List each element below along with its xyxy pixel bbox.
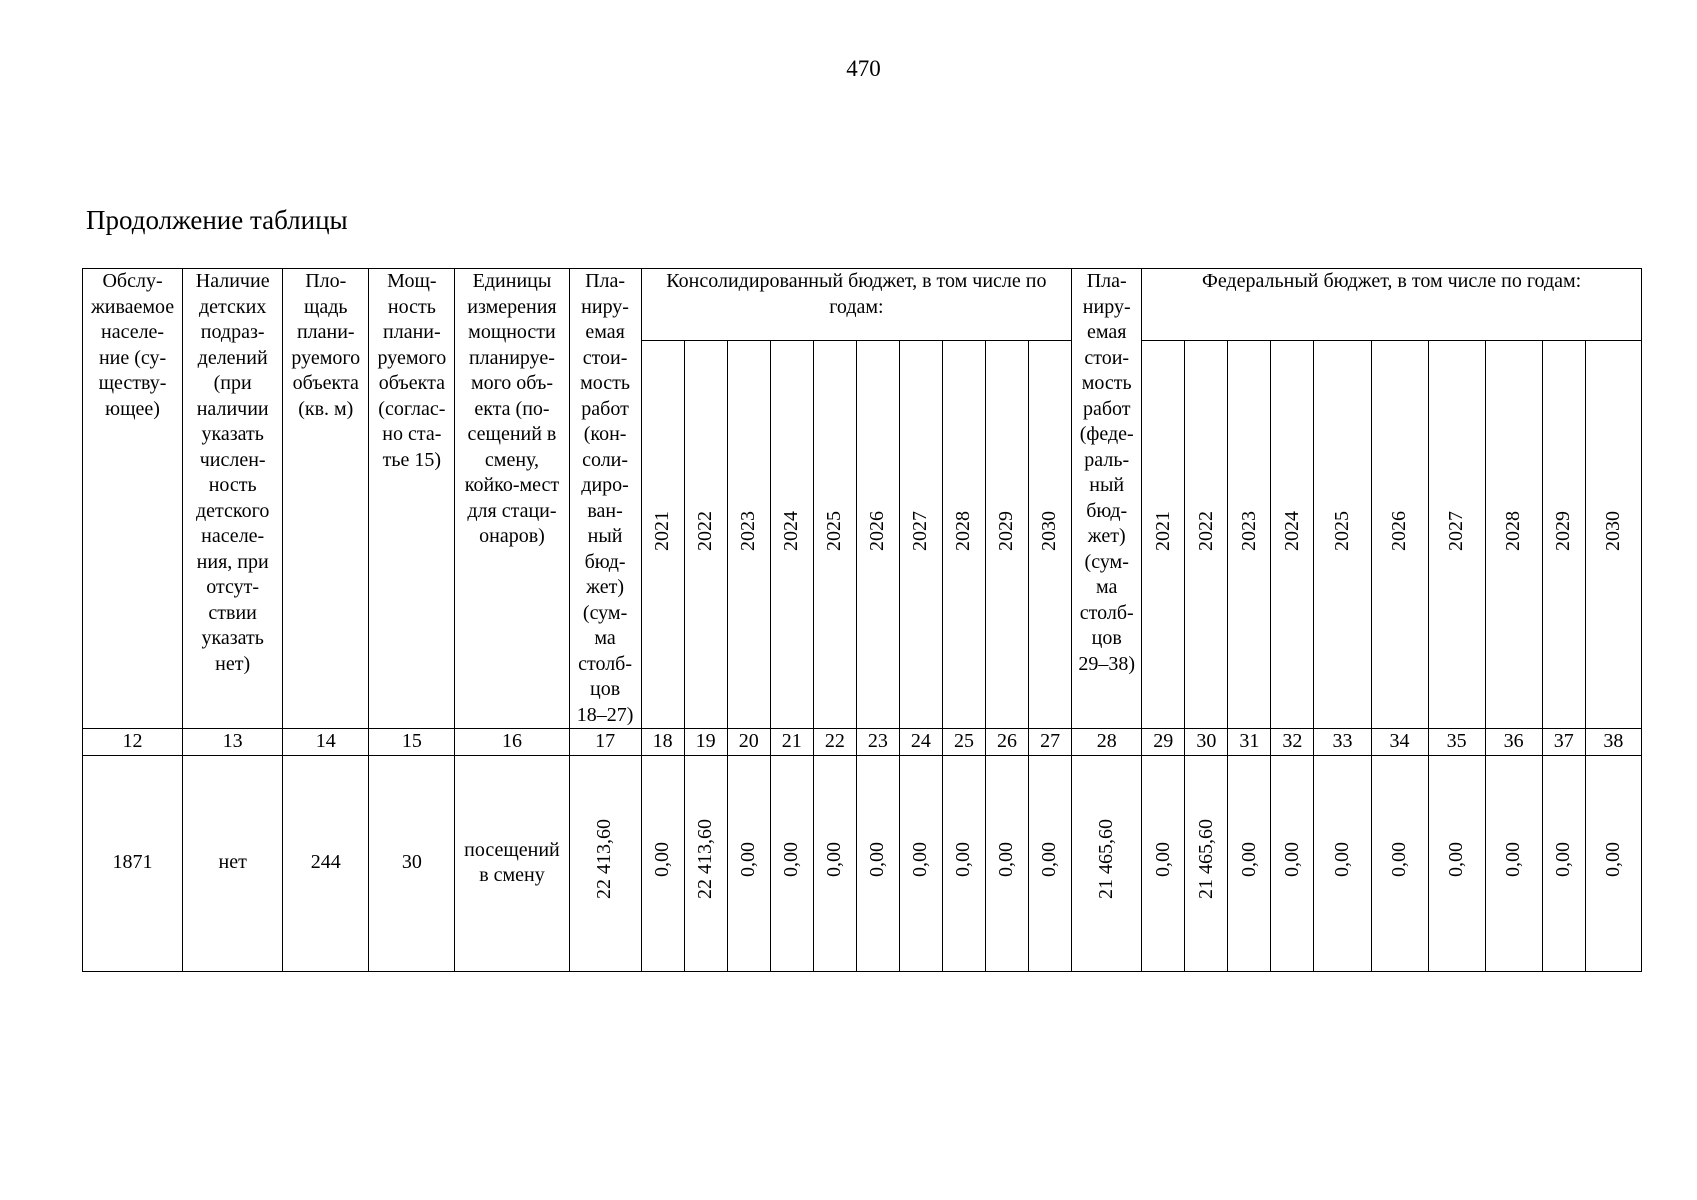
- text-line: бюд-: [1086, 499, 1128, 522]
- cell-consolidated-value: 0,00: [1029, 755, 1072, 971]
- text-line: емая: [585, 321, 625, 343]
- text-line: диро-: [581, 474, 629, 496]
- text-line: наличии: [196, 397, 269, 420]
- cell-federal-value: 0,00: [1485, 755, 1542, 971]
- text-line: ма: [594, 627, 616, 649]
- text-line: объекта: [378, 372, 445, 394]
- text-line: населе-: [101, 321, 165, 343]
- text-line: ный: [1089, 474, 1125, 496]
- text-line: 29–38): [1078, 652, 1136, 675]
- text-line: столб-: [578, 652, 633, 675]
- column-number: 24: [899, 729, 942, 756]
- federal-year-header: 2030: [1585, 341, 1641, 729]
- header-population: [83, 269, 183, 729]
- federal-year-header: 2022: [1185, 341, 1228, 729]
- column-number: 35: [1428, 729, 1485, 756]
- header-federal-group: Федеральный бюджет, в том числе по годам:: [1142, 269, 1642, 341]
- header-capacity: [369, 269, 455, 729]
- table-row: [83, 755, 1642, 971]
- text-line: Пло-: [305, 270, 347, 292]
- text-line: работ: [581, 397, 629, 420]
- consolidated-year-header: 2023: [727, 341, 770, 729]
- text-line: жет): [1087, 525, 1126, 547]
- text-line: Единицы: [472, 270, 552, 292]
- header-planned-federal: [1072, 269, 1142, 729]
- column-number: 19: [684, 729, 727, 756]
- text-line: жет): [586, 576, 624, 598]
- cell-federal-value: 21 465,60: [1185, 755, 1228, 971]
- column-number: 29: [1142, 729, 1185, 756]
- column-number: 28: [1072, 729, 1142, 756]
- consolidated-year-header: 2022: [684, 341, 727, 729]
- column-number: 23: [856, 729, 899, 756]
- cell-consolidated-value: 0,00: [813, 755, 856, 971]
- column-number: 14: [283, 729, 369, 756]
- column-number: 37: [1542, 729, 1585, 756]
- cell-federal-value: 0,00: [1371, 755, 1428, 971]
- cell-federal-value: 0,00: [1228, 755, 1271, 971]
- column-number: 15: [369, 729, 455, 756]
- column-number: 13: [183, 729, 283, 756]
- text-line: бюд-: [584, 550, 626, 573]
- text-line: ность: [208, 474, 257, 496]
- text-line: 18–27): [576, 703, 634, 726]
- cell-federal-value: 0,00: [1428, 755, 1485, 971]
- text-line: цов: [589, 678, 621, 700]
- text-line: ствии: [208, 601, 257, 624]
- column-number: 26: [985, 729, 1028, 756]
- text-line: ность: [387, 295, 436, 318]
- text-line: Наличие: [195, 270, 270, 292]
- column-number: 22: [813, 729, 856, 756]
- cell-area: 244: [283, 755, 369, 971]
- text-line: измерения: [467, 295, 557, 318]
- cell-consolidated-value: 0,00: [899, 755, 942, 971]
- text-line: емая: [1086, 321, 1127, 343]
- federal-year-header: 2028: [1485, 341, 1542, 729]
- column-number: 33: [1314, 729, 1371, 756]
- text-line: ществу-: [98, 372, 167, 394]
- federal-year-header: 2027: [1428, 341, 1485, 729]
- text-line: соли-: [582, 448, 629, 471]
- consolidated-year-header: 2029: [985, 341, 1028, 729]
- text-line: Пла-: [585, 270, 626, 292]
- header-children: [183, 269, 283, 729]
- text-line: посещений: [464, 838, 560, 861]
- text-line: (соглас-: [378, 397, 446, 420]
- column-number: 18: [641, 729, 684, 756]
- cell-consolidated-value: 0,00: [942, 755, 985, 971]
- federal-year-header: 2025: [1314, 341, 1371, 729]
- column-number: 31: [1228, 729, 1271, 756]
- header-area: [283, 269, 369, 729]
- text-line: Мощ-: [387, 270, 437, 292]
- text-line: детских: [198, 295, 267, 318]
- cell-federal-value: 0,00: [1542, 755, 1585, 971]
- text-line: мого объ-: [470, 372, 553, 394]
- text-line: Обслу-: [102, 270, 163, 292]
- cell-population: 1871: [83, 755, 183, 971]
- column-number: 21: [770, 729, 813, 756]
- cell-consolidated-value: 0,00: [985, 755, 1028, 971]
- text-line: Пла-: [1086, 270, 1127, 292]
- text-line: раль-: [1084, 448, 1130, 471]
- cell-capacity: 30: [369, 755, 455, 971]
- consolidated-year-header: 2024: [770, 341, 813, 729]
- text-line: числен-: [199, 448, 266, 471]
- consolidated-year-header: 2026: [856, 341, 899, 729]
- cell-consolidated-value: 0,00: [727, 755, 770, 971]
- text-line: указать: [201, 627, 264, 649]
- consolidated-year-header: 2021: [641, 341, 684, 729]
- text-line: указать: [201, 423, 264, 445]
- text-line: стои-: [1084, 346, 1130, 369]
- text-line: ния, при: [196, 550, 269, 573]
- header-consolidated-group: Консолидированный бюджет, в том числе по годам:: [641, 269, 1072, 341]
- text-line: столб-: [1079, 601, 1134, 624]
- cell-planned-federal: 21 465,60: [1072, 755, 1142, 971]
- text-line: ниру-: [1082, 295, 1131, 318]
- text-line: койко-мест: [464, 474, 560, 496]
- text-line: смену,: [484, 448, 540, 471]
- text-line: стои-: [582, 346, 628, 369]
- cell-consolidated-value: 0,00: [641, 755, 684, 971]
- column-number: 32: [1271, 729, 1314, 756]
- text-line: нет): [215, 652, 251, 675]
- consolidated-year-header: 2025: [813, 341, 856, 729]
- text-line: мость: [580, 372, 631, 394]
- text-line: сещений в: [467, 423, 557, 445]
- text-line: детского: [196, 499, 270, 522]
- text-line: для стаци-: [467, 499, 557, 522]
- header-units: [455, 269, 569, 729]
- text-line: плани-: [296, 321, 355, 343]
- text-line: тье 15): [382, 448, 442, 471]
- column-number-row: [83, 729, 1642, 756]
- text-line: екта (по-: [474, 397, 550, 420]
- cell-consolidated-value: 22 413,60: [684, 755, 727, 971]
- text-line: работ: [1082, 397, 1131, 420]
- column-number: 17: [569, 729, 641, 756]
- text-line: объекта: [292, 372, 359, 394]
- federal-year-header: 2024: [1271, 341, 1314, 729]
- cell-federal-value: 0,00: [1142, 755, 1185, 971]
- cell-children: нет: [183, 755, 283, 971]
- text-line: (феде-: [1079, 423, 1134, 445]
- column-number: 34: [1371, 729, 1428, 756]
- text-line: руемого: [291, 346, 361, 369]
- text-line: подраз-: [200, 321, 265, 343]
- text-line: ниру-: [581, 295, 629, 318]
- text-line: живаемое: [90, 295, 175, 318]
- table-caption: Продолжение таблицы: [86, 205, 348, 235]
- text-line: (кон-: [583, 423, 627, 445]
- cell-consolidated-value: 0,00: [770, 755, 813, 971]
- column-number: 12: [83, 729, 183, 756]
- column-number: 36: [1485, 729, 1542, 756]
- consolidated-year-header: 2027: [899, 341, 942, 729]
- text-line: (сум-: [1084, 550, 1129, 573]
- column-number: 16: [455, 729, 569, 756]
- text-line: в смену: [479, 864, 545, 886]
- text-line: ние (су-: [98, 346, 167, 369]
- text-line: цов: [1091, 627, 1122, 649]
- column-number: 30: [1185, 729, 1228, 756]
- cell-consolidated-value: 0,00: [856, 755, 899, 971]
- text-line: делений: [197, 346, 268, 369]
- column-number: 27: [1029, 729, 1072, 756]
- text-line: щадь: [303, 295, 348, 318]
- cell-federal-value: 0,00: [1271, 755, 1314, 971]
- cell-planned-consolidated: 22 413,60: [569, 755, 641, 971]
- federal-year-header: 2021: [1142, 341, 1185, 729]
- cell-units: [455, 755, 569, 971]
- text-line: руемого: [377, 346, 447, 369]
- text-line: планируе-: [468, 346, 555, 369]
- cell-federal-value: 0,00: [1314, 755, 1371, 971]
- text-line: ма: [1096, 576, 1118, 598]
- federal-year-header: 2026: [1371, 341, 1428, 729]
- column-number: 38: [1585, 729, 1641, 756]
- text-line: плани-: [383, 321, 441, 343]
- consolidated-year-header: 2030: [1029, 341, 1072, 729]
- header-planned-consolidated: [569, 269, 641, 729]
- text-line: (сум-: [582, 601, 628, 624]
- cell-federal-value: 0,00: [1585, 755, 1641, 971]
- text-line: ван-: [587, 499, 623, 522]
- text-line: мощности: [468, 321, 556, 343]
- column-number: 25: [942, 729, 985, 756]
- column-number: 20: [727, 729, 770, 756]
- text-line: (при: [213, 372, 252, 394]
- federal-year-header: 2023: [1228, 341, 1271, 729]
- text-line: мость: [1081, 372, 1132, 394]
- text-line: ный: [587, 525, 623, 547]
- text-line: отсут-: [206, 576, 260, 598]
- header-row-group: [83, 269, 1642, 341]
- text-line: онаров): [479, 525, 545, 547]
- page-number: 470: [846, 56, 881, 81]
- budget-table: [82, 268, 1642, 972]
- federal-year-header: 2029: [1542, 341, 1585, 729]
- text-line: населе-: [201, 525, 265, 547]
- text-line: но ста-: [382, 423, 442, 445]
- text-line: (кв. м): [298, 397, 354, 420]
- consolidated-year-header: 2028: [942, 341, 985, 729]
- text-line: ющее): [105, 397, 160, 420]
